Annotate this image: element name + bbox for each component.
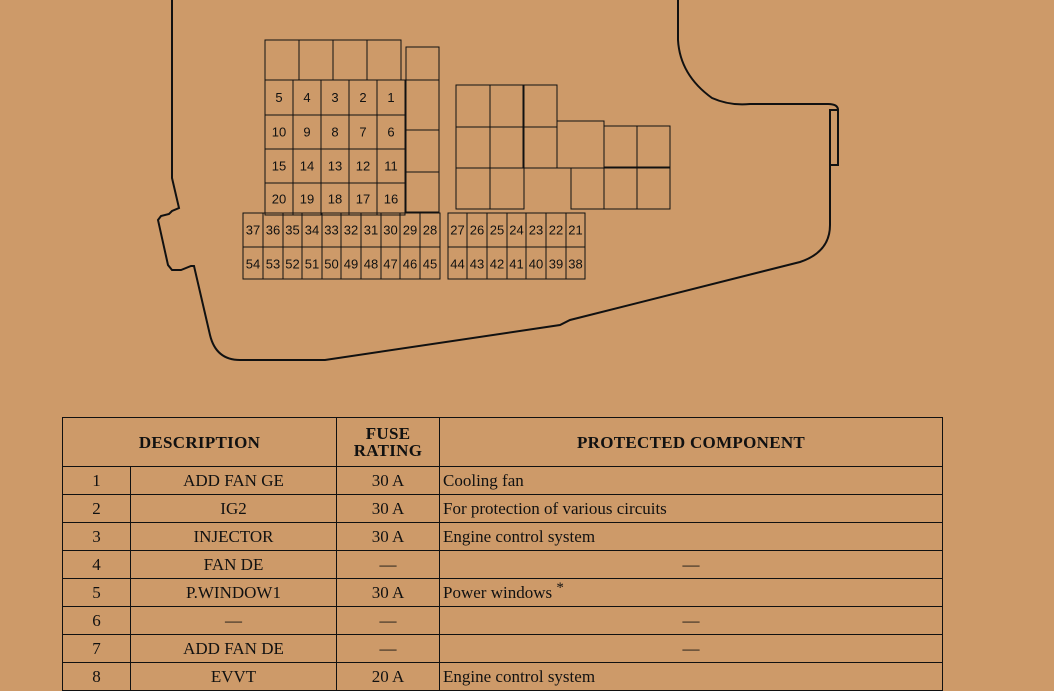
empty-slot [333, 40, 367, 80]
fuse-number: 53 [265, 256, 281, 272]
rating-cell [337, 579, 440, 607]
table-row [63, 495, 943, 523]
fuse-number: 4 [303, 90, 311, 105]
description-cell [131, 551, 337, 579]
relay-slot [604, 126, 637, 167]
fuse-number: 21 [568, 222, 583, 238]
rating-cell [337, 663, 440, 691]
fuse-no-cell [63, 523, 131, 551]
fuse-number: 33 [324, 222, 339, 238]
fuse-number: 43 [469, 256, 485, 272]
fuse-number: 27 [450, 222, 465, 238]
component-cell-text: Cooling fan [443, 471, 524, 490]
component-cell-text: Engine control system [443, 667, 596, 686]
fuse-box-outline-left [158, 0, 838, 360]
description-cell-text: P.WINDOW1 [186, 583, 281, 602]
component-cell [440, 467, 943, 495]
fuse-number: 25 [489, 222, 505, 238]
fuse-number: 17 [355, 191, 371, 207]
description-cell-text: — [225, 611, 242, 630]
fuse-box-outline-right [678, 0, 838, 110]
fuse-number: 45 [422, 256, 438, 272]
fuse-number: 52 [285, 256, 300, 272]
component-cell [440, 635, 943, 663]
fuse-no-cell [63, 635, 131, 663]
rating-cell-text: 30 A [371, 527, 405, 546]
relay-slot [523, 127, 557, 168]
fuse-number: 44 [450, 256, 465, 272]
fuse-number: 39 [548, 256, 564, 272]
fuse-number: 20 [271, 191, 287, 207]
fuse-number: 37 [245, 222, 261, 238]
fuse-no-cell [63, 579, 131, 607]
relay-slot [406, 47, 439, 80]
component-cell-text: — [682, 611, 700, 630]
fuse-number: 9 [303, 124, 311, 140]
rating-cell [337, 523, 440, 551]
fuse-number: 10 [271, 124, 287, 140]
fuse-number: 2 [359, 90, 367, 105]
description-cell-text: ADD FAN DE [183, 639, 284, 658]
fuse-number: 30 [383, 222, 398, 238]
description-cell-text: IG2 [220, 499, 247, 518]
fuse-no-cell [63, 551, 131, 579]
rating-cell [337, 635, 440, 663]
relay-slot [456, 127, 490, 168]
fuse-number: 54 [245, 256, 261, 272]
description-cell-text: EVVT [210, 667, 257, 686]
fuse-number: 51 [304, 256, 320, 272]
header-protected-component: PROTECTED COMPONENT [440, 418, 943, 467]
fuse-number: 41 [509, 256, 524, 272]
fuse-no-cell [63, 663, 131, 691]
rating-cell-text: 30 A [371, 583, 405, 602]
component-cell-text: — [682, 639, 700, 658]
fuse-number: 40 [528, 256, 544, 272]
relay-slot [406, 172, 439, 212]
relay-slot [604, 168, 637, 209]
description-cell-text: ADD FAN GE [183, 471, 284, 490]
rating-cell [337, 467, 440, 495]
fuse-number: 15 [271, 158, 287, 174]
component-cell [440, 607, 943, 635]
relay-slot [456, 168, 490, 209]
table-row [63, 523, 943, 551]
header-fuse-rating-line2: RATING [353, 441, 423, 460]
fuse-number: 42 [489, 256, 505, 272]
fuse-number: 3 [331, 90, 339, 105]
fuse-number: 47 [383, 256, 398, 272]
relay-slot [490, 168, 524, 209]
fuse-no-cell-text: 2 [92, 499, 101, 518]
footnote-marker: * [556, 580, 564, 596]
description-cell [131, 523, 337, 551]
relay-slot [557, 121, 604, 168]
fuse-number: 35 [285, 222, 300, 238]
fuse-labels [246, 90, 583, 272]
component-cell [440, 495, 943, 523]
fuse-number: 24 [509, 222, 524, 238]
relay-slot [637, 126, 670, 167]
fuse-no-cell-text: 4 [92, 555, 101, 574]
rating-cell [337, 495, 440, 523]
table-row [63, 551, 943, 579]
component-cell-text: — [682, 555, 700, 574]
fuse-no-cell-text: 7 [92, 639, 101, 658]
fuse-no-cell [63, 467, 131, 495]
rating-cell-text: 20 A [371, 667, 405, 686]
rating-cell-text: — [379, 611, 397, 630]
fuse-number: 46 [402, 256, 418, 272]
fuse-number: 19 [299, 191, 315, 207]
table-header-row [63, 418, 943, 467]
fuse-no-cell-text: 1 [92, 471, 101, 490]
description-cell [131, 635, 337, 663]
rating-cell-text: 30 A [371, 499, 405, 518]
description-cell-text: INJECTOR [193, 527, 274, 546]
fuse-number: 36 [265, 222, 281, 238]
component-cell [440, 523, 943, 551]
fuse-no-cell [63, 495, 131, 523]
relay-slot [637, 168, 670, 209]
table-row [63, 607, 943, 635]
header-fuse-rating [337, 418, 440, 467]
component-cell-text: For protection of various circuits [443, 499, 667, 518]
table-row [63, 663, 943, 691]
fuse-number: 18 [327, 191, 343, 207]
rating-cell-text: — [379, 639, 397, 658]
component-cell-text: Power windows [443, 583, 553, 602]
table-row [63, 579, 943, 607]
description-cell [131, 579, 337, 607]
relay-slot [456, 85, 490, 127]
fuse-number: 22 [548, 222, 564, 238]
fuse-number: 8 [331, 124, 339, 140]
fuse-number: 11 [384, 158, 398, 174]
relay-slot [406, 80, 439, 130]
header-description: DESCRIPTION [63, 418, 337, 467]
fuse-number: 48 [363, 256, 379, 272]
description-cell [131, 495, 337, 523]
empty-slot [367, 40, 401, 80]
description-cell [131, 663, 337, 691]
fuse-table [62, 417, 943, 691]
table-row [63, 635, 943, 663]
component-cell-text: Engine control system [443, 527, 596, 546]
fuse-number: 23 [528, 222, 544, 238]
fuse-number: 1 [387, 90, 395, 105]
component-cell [440, 551, 943, 579]
fuse-number: 6 [387, 124, 395, 140]
fuse-number: 28 [422, 222, 438, 238]
fuse-no-cell [63, 607, 131, 635]
fuse-number: 16 [383, 191, 399, 207]
component-cell [440, 663, 943, 691]
relay-slot [406, 130, 439, 172]
fuse-number: 32 [343, 222, 359, 238]
empty-slot [299, 40, 333, 80]
fuse-number: 26 [469, 222, 485, 238]
relay-slot [490, 85, 524, 127]
rating-cell-text: 30 A [371, 471, 405, 490]
fuse-no-cell-text: 6 [92, 611, 101, 630]
description-cell [131, 607, 337, 635]
component-cell [440, 579, 943, 607]
table-row [63, 467, 943, 495]
fuse-number: 12 [355, 158, 371, 174]
fuse-number: 50 [324, 256, 339, 272]
fuse-number: 34 [304, 222, 320, 238]
rating-cell [337, 607, 440, 635]
header-fuse-rating-line1: FUSE [365, 424, 411, 443]
fuse-number: 14 [299, 158, 315, 174]
relay-slot [523, 85, 557, 127]
fuse-number: 49 [343, 256, 359, 272]
empty-slot [265, 40, 299, 80]
table-body [63, 467, 943, 691]
fuse-number: 13 [327, 158, 343, 174]
fuse-number: 31 [363, 222, 379, 238]
fuse-no-cell-text: 5 [92, 583, 101, 602]
relay-slot [490, 127, 524, 168]
fuse-no-cell-text: 3 [92, 527, 101, 546]
rating-cell-text: — [379, 555, 397, 574]
fuse-no-cell-text: 8 [92, 667, 101, 686]
relay-slot [571, 168, 604, 209]
description-cell-text: FAN DE [203, 555, 264, 574]
fuse-number: 5 [275, 90, 283, 105]
fuse-number: 38 [568, 256, 583, 272]
description-cell [131, 467, 337, 495]
rating-cell [337, 551, 440, 579]
fuse-number: 29 [402, 222, 418, 238]
fuse-number: 7 [359, 124, 367, 140]
